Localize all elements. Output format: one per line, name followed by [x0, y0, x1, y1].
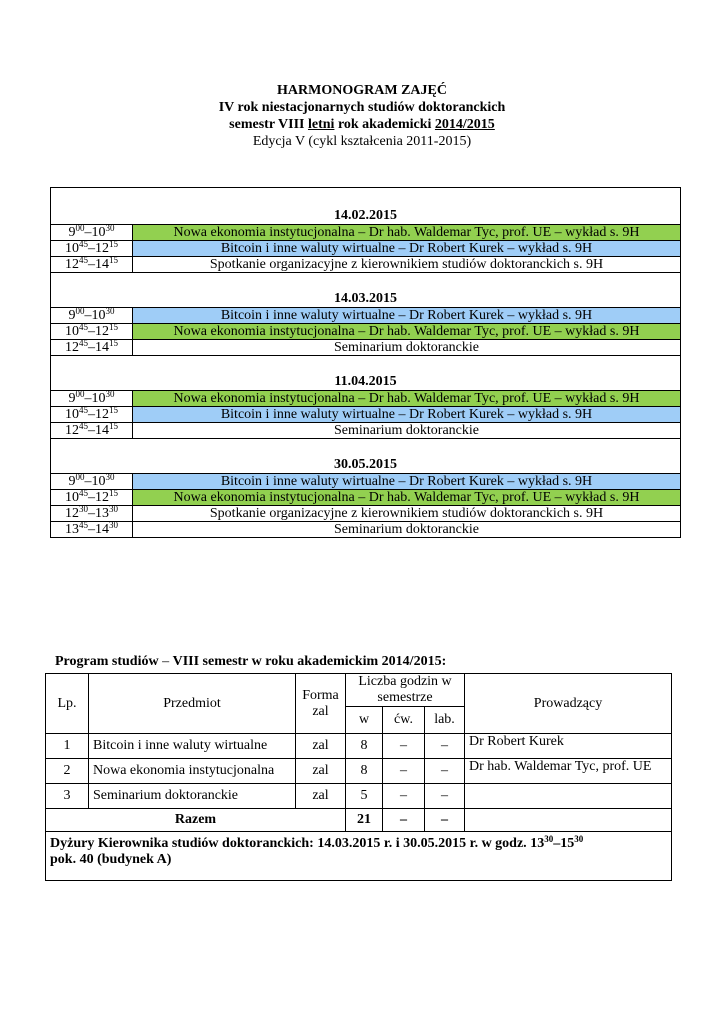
spacer-row — [51, 188, 681, 208]
doc-title: HARMONOGRAM ZAJĘĆ — [277, 83, 447, 98]
doc-semester: semestr VIII letni rok akademicki 2014/2015 — [229, 117, 495, 132]
program-title: Program studiów – VIII semestr w roku akademickim 2014/2015: — [55, 654, 447, 669]
row-w: 5 — [346, 784, 383, 809]
row-w: 8 — [346, 759, 383, 784]
row-form: zal — [296, 759, 346, 784]
program-row — [46, 759, 672, 784]
row-lp: 1 — [46, 734, 89, 759]
class-description: Seminarium doktoranckie — [133, 423, 681, 439]
row-subject: Nowa ekonomia instytucjonalna — [89, 759, 296, 784]
program-row — [46, 734, 672, 759]
duty-row — [46, 832, 672, 881]
header-form: Forma zal — [296, 674, 346, 734]
schedule-table — [50, 187, 681, 538]
row-lp: 3 — [46, 784, 89, 809]
date-heading: 14.02.2015 — [51, 207, 681, 225]
row-lab: – — [425, 734, 465, 759]
header-teacher: Prowadzący — [465, 674, 672, 734]
class-description: Seminarium doktoranckie — [133, 340, 681, 356]
schedule-row — [51, 474, 681, 490]
schedule-row — [51, 225, 681, 241]
schedule-row — [51, 257, 681, 273]
total-w: 21 — [346, 809, 383, 832]
time-slot: $9^{00}-10^{30}$ — [51, 474, 133, 490]
date-heading: 30.05.2015 — [51, 456, 681, 474]
time-slot: $10^{45}-12^{15}$ — [51, 490, 133, 506]
row-form: zal — [296, 784, 346, 809]
total-row — [46, 809, 672, 832]
row-cw: – — [383, 759, 425, 784]
total-cw: – — [383, 809, 425, 832]
date-heading: 14.03.2015 — [51, 290, 681, 308]
total-teacher — [465, 809, 672, 832]
program-table — [45, 673, 672, 881]
spacer-row — [51, 273, 681, 291]
class-description: Nowa ekonomia instytucjonalna – Dr hab. Waldemar Tyc, prof. UE – wykład s. 9H — [133, 490, 681, 506]
total-label: Razem — [46, 809, 346, 832]
time-slot: $10^{45}-12^{15}$ — [51, 324, 133, 340]
duty-text: Dyżury Kierownika studiów doktoranckich: 14.03.2015 r. i 30.05.2015 r. w godz. — [50, 836, 531, 851]
schedule-row — [51, 423, 681, 439]
schedule-row — [51, 241, 681, 257]
row-lab: – — [425, 784, 465, 809]
schedule-row — [51, 391, 681, 407]
time-slot: $9^{00}-10^{30}$ — [51, 391, 133, 407]
time-slot: $12^{45}-14^{15}$ — [51, 423, 133, 439]
duty-cell: Dyżury Kierownika studiów doktoranckich: 14.03.2015 r. i 30.05.2015 r. w godz. $13^{30}-15^{30}$ pok. 40 (budynek A) — [46, 832, 672, 881]
row-teacher: Dr Robert Kurek — [465, 734, 672, 759]
time-slot: $10^{45}-12^{15}$ — [51, 407, 133, 423]
row-cw: – — [383, 734, 425, 759]
row-subject: Seminarium doktoranckie — [89, 784, 296, 809]
time-slot: $12^{45}-14^{15}$ — [51, 340, 133, 356]
spacer-row — [51, 439, 681, 457]
row-cw: – — [383, 784, 425, 809]
class-description: Spotkanie organizacyjne z kierownikiem studiów doktoranckich s. 9H — [133, 257, 681, 273]
time-slot: $12^{45}-14^{15}$ — [51, 257, 133, 273]
row-teacher: Dr hab. Waldemar Tyc, prof. UE — [465, 759, 672, 784]
schedule-row — [51, 490, 681, 506]
row-subject: Bitcoin i inne waluty wirtualne — [89, 734, 296, 759]
document-header — [0, 82, 724, 150]
schedule-row — [51, 407, 681, 423]
class-description: Spotkanie organizacyjne z kierownikiem studiów doktoranckich s. 9H — [133, 506, 681, 522]
header-lp: Lp. — [46, 674, 89, 734]
time-slot: $13^{45}-14^{30}$ — [51, 522, 133, 538]
header-lab: lab. — [425, 707, 465, 734]
header-cw: ćw. — [383, 707, 425, 734]
class-description: Bitcoin i inne waluty wirtualne – Dr Robert Kurek – wykład s. 9H — [133, 308, 681, 324]
class-description: Bitcoin i inne waluty wirtualne – Dr Robert Kurek – wykład s. 9H — [133, 407, 681, 423]
duty-room: pok. 40 (budynek A) — [50, 852, 172, 867]
doc-edition: Edycja V (cykl kształcenia 2011-2015) — [252, 134, 472, 149]
schedule-row — [51, 506, 681, 522]
class-description: Nowa ekonomia instytucjonalna – Dr hab. Waldemar Tyc, prof. UE – wykład s. 9H — [133, 324, 681, 340]
time-slot: $10^{45}-12^{15}$ — [51, 241, 133, 257]
schedule-row — [51, 324, 681, 340]
time-slot: $12^{30}-13^{30}$ — [51, 506, 133, 522]
class-description: Seminarium doktoranckie — [133, 522, 681, 538]
class-description: Bitcoin i inne waluty wirtualne – Dr Robert Kurek – wykład s. 9H — [133, 241, 681, 257]
schedule-row — [51, 340, 681, 356]
doc-subtitle: IV rok niestacjonarnych studiów doktoranckich — [218, 100, 506, 115]
total-lab: – — [425, 809, 465, 832]
row-lp: 2 — [46, 759, 89, 784]
date-heading: 11.04.2015 — [51, 373, 681, 391]
class-description: Bitcoin i inne waluty wirtualne – Dr Robert Kurek – wykład s. 9H — [133, 474, 681, 490]
row-lab: – — [425, 759, 465, 784]
class-description: Nowa ekonomia instytucjonalna – Dr hab. Waldemar Tyc, prof. UE – wykład s. 9H — [133, 225, 681, 241]
time-slot: $9^{00}-10^{30}$ — [51, 225, 133, 241]
header-subject: Przedmiot — [89, 674, 296, 734]
time-slot: $9^{00}-10^{30}$ — [51, 308, 133, 324]
schedule-row — [51, 522, 681, 538]
schedule-row — [51, 308, 681, 324]
program-row — [46, 784, 672, 809]
row-form: zal — [296, 734, 346, 759]
header-hours: Liczba godzin w semestrze — [346, 674, 465, 707]
spacer-row — [51, 356, 681, 374]
row-teacher — [465, 784, 672, 809]
header-w: w — [346, 707, 383, 734]
row-w: 8 — [346, 734, 383, 759]
class-description: Nowa ekonomia instytucjonalna – Dr hab. Waldemar Tyc, prof. UE – wykład s. 9H — [133, 391, 681, 407]
